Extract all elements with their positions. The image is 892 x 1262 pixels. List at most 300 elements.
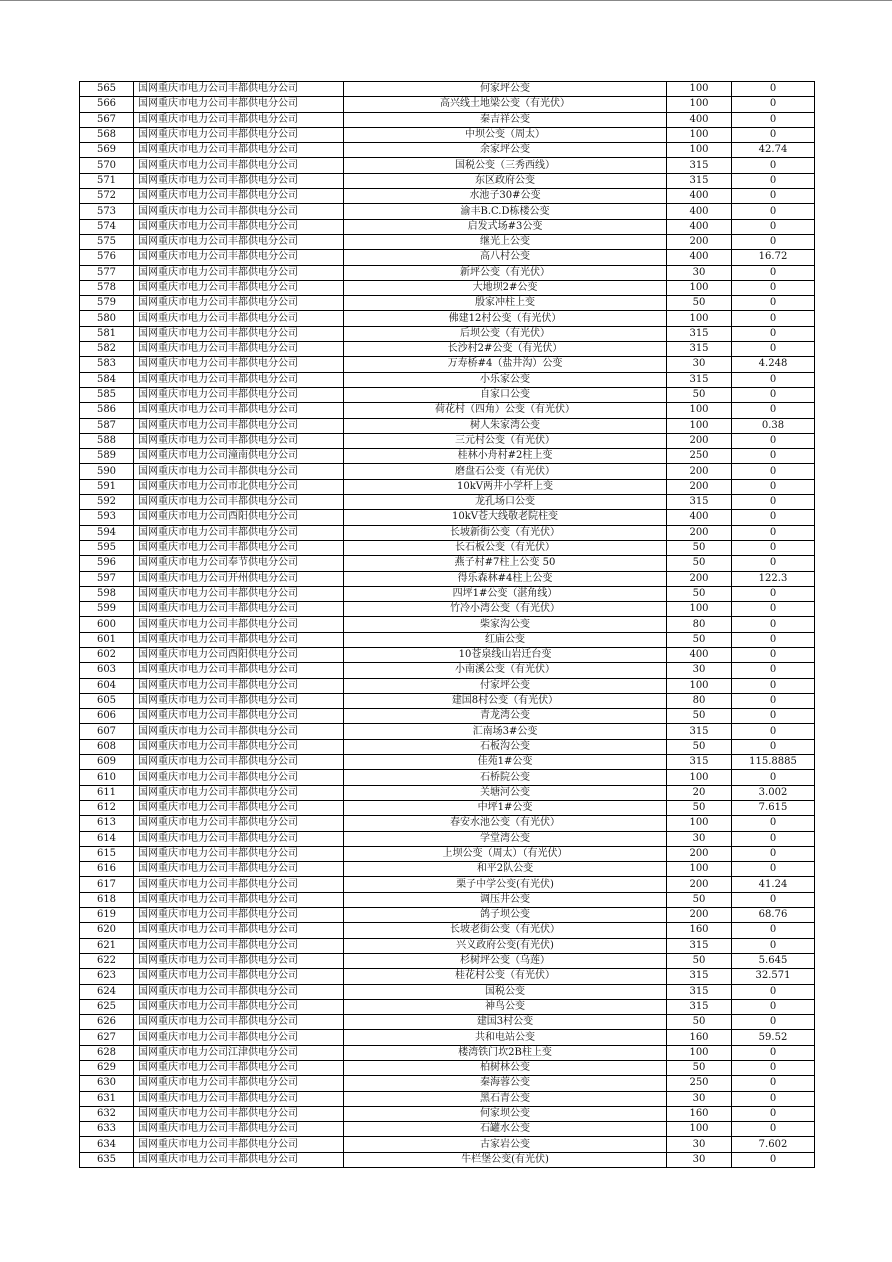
transformer-name-cell: 古家岩公变 bbox=[344, 1137, 667, 1152]
row-number-cell: 580 bbox=[80, 311, 134, 326]
transformer-name-cell: 长坡新街公变（有光伏） bbox=[344, 525, 667, 540]
value-cell: 0 bbox=[732, 433, 815, 448]
table-row bbox=[80, 112, 815, 127]
capacity-cell: 315 bbox=[667, 495, 732, 510]
table-row bbox=[80, 770, 815, 785]
transformer-name-cell: 余家坪公变 bbox=[344, 143, 667, 158]
company-cell: 国网重庆市电力公司丰都供电分公司 bbox=[134, 173, 344, 188]
table-row bbox=[80, 342, 815, 357]
company-cell: 国网重庆市电力公司丰都供电分公司 bbox=[134, 525, 344, 540]
row-number-cell: 626 bbox=[80, 1015, 134, 1030]
row-number-cell: 574 bbox=[80, 219, 134, 234]
row-number-cell: 568 bbox=[80, 127, 134, 142]
capacity-cell: 50 bbox=[667, 556, 732, 571]
value-cell: 0 bbox=[732, 556, 815, 571]
table-row bbox=[80, 495, 815, 510]
row-number-cell: 618 bbox=[80, 892, 134, 907]
row-number-cell: 585 bbox=[80, 387, 134, 402]
company-cell: 国网重庆市电力公司丰都供电分公司 bbox=[134, 724, 344, 739]
transformer-name-cell: 共和电站公变 bbox=[344, 1030, 667, 1045]
company-cell: 国网重庆市电力公司丰都供电分公司 bbox=[134, 877, 344, 892]
company-cell: 国网重庆市电力公司丰都供电分公司 bbox=[134, 1122, 344, 1137]
table-row bbox=[80, 525, 815, 540]
company-cell: 国网重庆市电力公司丰都供电分公司 bbox=[134, 464, 344, 479]
value-cell: 0 bbox=[732, 663, 815, 678]
company-cell: 国网重庆市电力公司丰都供电分公司 bbox=[134, 158, 344, 173]
value-cell: 0 bbox=[732, 984, 815, 999]
capacity-cell: 200 bbox=[667, 571, 732, 586]
company-cell: 国网重庆市电力公司丰都供电分公司 bbox=[134, 1061, 344, 1076]
row-number-cell: 635 bbox=[80, 1152, 134, 1167]
value-cell: 41.24 bbox=[732, 877, 815, 892]
transformer-name-cell: 小乐家公变 bbox=[344, 372, 667, 387]
table-row bbox=[80, 678, 815, 693]
transformer-name-cell: 石板沟公变 bbox=[344, 739, 667, 754]
value-cell: 0 bbox=[732, 831, 815, 846]
value-cell: 0 bbox=[732, 387, 815, 402]
company-cell: 国网重庆市电力公司丰都供电分公司 bbox=[134, 372, 344, 387]
capacity-cell: 100 bbox=[667, 602, 732, 617]
row-number-cell: 565 bbox=[80, 82, 134, 97]
capacity-cell: 315 bbox=[667, 724, 732, 739]
company-cell: 国网重庆市电力公司丰都供电分公司 bbox=[134, 219, 344, 234]
capacity-cell: 30 bbox=[667, 831, 732, 846]
transformer-name-cell: 何家坪公变 bbox=[344, 82, 667, 97]
value-cell: 0 bbox=[732, 617, 815, 632]
value-cell: 0 bbox=[732, 403, 815, 418]
row-number-cell: 593 bbox=[80, 510, 134, 525]
company-cell: 国网重庆市电力公司丰都供电分公司 bbox=[134, 1152, 344, 1167]
company-cell: 国网重庆市电力公司丰都供电分公司 bbox=[134, 357, 344, 372]
value-cell: 0 bbox=[732, 265, 815, 280]
value-cell: 0 bbox=[732, 525, 815, 540]
table-row bbox=[80, 189, 815, 204]
row-number-cell: 627 bbox=[80, 1030, 134, 1045]
table-row bbox=[80, 326, 815, 341]
company-cell: 国网重庆市电力公司丰都供电分公司 bbox=[134, 892, 344, 907]
transformer-name-cell: 水池子30#公变 bbox=[344, 189, 667, 204]
row-number-cell: 601 bbox=[80, 632, 134, 647]
company-cell: 国网重庆市电力公司丰都供电分公司 bbox=[134, 204, 344, 219]
capacity-cell: 100 bbox=[667, 143, 732, 158]
row-number-cell: 607 bbox=[80, 724, 134, 739]
row-number-cell: 609 bbox=[80, 755, 134, 770]
capacity-cell: 30 bbox=[667, 663, 732, 678]
table-row bbox=[80, 862, 815, 877]
value-cell: 0 bbox=[732, 862, 815, 877]
transformer-name-cell: 楼湾铁门坎2B柱上变 bbox=[344, 1045, 667, 1060]
row-number-cell: 619 bbox=[80, 908, 134, 923]
capacity-cell: 30 bbox=[667, 1152, 732, 1167]
table-row bbox=[80, 1106, 815, 1121]
table-row bbox=[80, 158, 815, 173]
row-number-cell: 605 bbox=[80, 693, 134, 708]
company-cell: 国网重庆市电力公司开州供电分公司 bbox=[134, 571, 344, 586]
value-cell: 0 bbox=[732, 296, 815, 311]
transformer-name-cell: 龙孔场口公变 bbox=[344, 495, 667, 510]
capacity-cell: 400 bbox=[667, 647, 732, 662]
value-cell: 0 bbox=[732, 158, 815, 173]
value-cell: 0 bbox=[732, 632, 815, 647]
table-row bbox=[80, 693, 815, 708]
value-cell: 0 bbox=[732, 999, 815, 1014]
value-cell: 7.615 bbox=[732, 800, 815, 815]
value-cell: 68.76 bbox=[732, 908, 815, 923]
row-number-cell: 629 bbox=[80, 1061, 134, 1076]
row-number-cell: 625 bbox=[80, 999, 134, 1014]
row-number-cell: 612 bbox=[80, 800, 134, 815]
table-row bbox=[80, 479, 815, 494]
table-row bbox=[80, 219, 815, 234]
value-cell: 0 bbox=[732, 219, 815, 234]
page-top-rule bbox=[0, 0, 892, 1]
company-cell: 国网重庆市电力公司丰都供电分公司 bbox=[134, 938, 344, 953]
company-cell: 国网重庆市电力公司酉阳供电分公司 bbox=[134, 510, 344, 525]
capacity-cell: 100 bbox=[667, 403, 732, 418]
company-cell: 国网重庆市电力公司丰都供电分公司 bbox=[134, 234, 344, 249]
capacity-cell: 315 bbox=[667, 372, 732, 387]
row-number-cell: 606 bbox=[80, 709, 134, 724]
capacity-cell: 100 bbox=[667, 127, 732, 142]
table-row bbox=[80, 984, 815, 999]
capacity-cell: 200 bbox=[667, 464, 732, 479]
table-row bbox=[80, 602, 815, 617]
row-number-cell: 623 bbox=[80, 969, 134, 984]
row-number-cell: 598 bbox=[80, 586, 134, 601]
capacity-cell: 100 bbox=[667, 770, 732, 785]
capacity-cell: 50 bbox=[667, 709, 732, 724]
transformer-name-cell: 建国8村公变（有光伏） bbox=[344, 693, 667, 708]
company-cell: 国网重庆市电力公司丰都供电分公司 bbox=[134, 189, 344, 204]
table-body bbox=[80, 82, 815, 1168]
company-cell: 国网重庆市电力公司丰都供电分公司 bbox=[134, 953, 344, 968]
table-row bbox=[80, 296, 815, 311]
table-row bbox=[80, 540, 815, 555]
table-row bbox=[80, 816, 815, 831]
row-number-cell: 608 bbox=[80, 739, 134, 754]
table-row bbox=[80, 311, 815, 326]
company-cell: 国网重庆市电力公司丰都供电分公司 bbox=[134, 326, 344, 341]
value-cell: 0 bbox=[732, 189, 815, 204]
table-row bbox=[80, 846, 815, 861]
row-number-cell: 624 bbox=[80, 984, 134, 999]
company-cell: 国网重庆市电力公司丰都供电分公司 bbox=[134, 387, 344, 402]
transformer-name-cell: 自家口公变 bbox=[344, 387, 667, 402]
value-cell: 4.248 bbox=[732, 357, 815, 372]
value-cell: 0 bbox=[732, 938, 815, 953]
transformer-name-cell: 新坪公变（有光伏） bbox=[344, 265, 667, 280]
row-number-cell: 577 bbox=[80, 265, 134, 280]
table-row bbox=[80, 372, 815, 387]
transformer-name-cell: 国税公变（三秀西线） bbox=[344, 158, 667, 173]
capacity-cell: 400 bbox=[667, 204, 732, 219]
company-cell: 国网重庆市电力公司丰都供电分公司 bbox=[134, 984, 344, 999]
company-cell: 国网重庆市电力公司潼南供电分公司 bbox=[134, 449, 344, 464]
company-cell: 国网重庆市电力公司丰都供电分公司 bbox=[134, 693, 344, 708]
table-row bbox=[80, 464, 815, 479]
row-number-cell: 597 bbox=[80, 571, 134, 586]
transformer-name-cell: 国税公变 bbox=[344, 984, 667, 999]
row-number-cell: 600 bbox=[80, 617, 134, 632]
company-cell: 国网重庆市电力公司丰都供电分公司 bbox=[134, 82, 344, 97]
capacity-cell: 30 bbox=[667, 265, 732, 280]
transformer-name-cell: 启发式场#3公变 bbox=[344, 219, 667, 234]
company-cell: 国网重庆市电力公司奉节供电分公司 bbox=[134, 556, 344, 571]
row-number-cell: 599 bbox=[80, 602, 134, 617]
table-row bbox=[80, 510, 815, 525]
row-number-cell: 584 bbox=[80, 372, 134, 387]
capacity-cell: 200 bbox=[667, 479, 732, 494]
table-row bbox=[80, 1122, 815, 1137]
table-row bbox=[80, 969, 815, 984]
capacity-cell: 50 bbox=[667, 387, 732, 402]
company-cell: 国网重庆市电力公司丰都供电分公司 bbox=[134, 999, 344, 1014]
company-cell: 国网重庆市电力公司丰都供电分公司 bbox=[134, 846, 344, 861]
row-number-cell: 617 bbox=[80, 877, 134, 892]
table-row bbox=[80, 709, 815, 724]
table-row bbox=[80, 739, 815, 754]
capacity-cell: 100 bbox=[667, 311, 732, 326]
value-cell: 0 bbox=[732, 846, 815, 861]
capacity-cell: 100 bbox=[667, 82, 732, 97]
company-cell: 国网重庆市电力公司丰都供电分公司 bbox=[134, 709, 344, 724]
row-number-cell: 613 bbox=[80, 816, 134, 831]
transformer-name-cell: 关塘河公变 bbox=[344, 785, 667, 800]
value-cell: 0 bbox=[732, 280, 815, 295]
value-cell: 0 bbox=[732, 97, 815, 112]
capacity-cell: 50 bbox=[667, 540, 732, 555]
company-cell: 国网重庆市电力公司丰都供电分公司 bbox=[134, 403, 344, 418]
row-number-cell: 569 bbox=[80, 143, 134, 158]
transformer-name-cell: 和平2队公变 bbox=[344, 862, 667, 877]
value-cell: 0 bbox=[732, 127, 815, 142]
row-number-cell: 610 bbox=[80, 770, 134, 785]
value-cell: 0 bbox=[732, 1045, 815, 1060]
value-cell: 0 bbox=[732, 82, 815, 97]
table-row bbox=[80, 908, 815, 923]
transformer-name-cell: 桂花村公变（有光伏） bbox=[344, 969, 667, 984]
value-cell: 16.72 bbox=[732, 250, 815, 265]
row-number-cell: 594 bbox=[80, 525, 134, 540]
transformer-name-cell: 神鸟公变 bbox=[344, 999, 667, 1014]
company-cell: 国网重庆市电力公司丰都供电分公司 bbox=[134, 342, 344, 357]
transformer-name-cell: 竹冷小湾公变（有光伏） bbox=[344, 602, 667, 617]
transformer-name-cell: 渝丰B.C.D栋楼公变 bbox=[344, 204, 667, 219]
row-number-cell: 573 bbox=[80, 204, 134, 219]
row-number-cell: 566 bbox=[80, 97, 134, 112]
table-row bbox=[80, 387, 815, 402]
capacity-cell: 200 bbox=[667, 433, 732, 448]
transformer-name-cell: 树人朱家湾公变 bbox=[344, 418, 667, 433]
capacity-cell: 400 bbox=[667, 112, 732, 127]
transformer-name-cell: 春安水池公变（有光伏） bbox=[344, 816, 667, 831]
row-number-cell: 592 bbox=[80, 495, 134, 510]
transformer-name-cell: 燕子村#7柱上公变 50 bbox=[344, 556, 667, 571]
table-row bbox=[80, 785, 815, 800]
table-row bbox=[80, 449, 815, 464]
table-row bbox=[80, 250, 815, 265]
capacity-cell: 50 bbox=[667, 296, 732, 311]
company-cell: 国网重庆市电力公司市北供电分公司 bbox=[134, 479, 344, 494]
transformer-name-cell: 何家坝公变 bbox=[344, 1106, 667, 1121]
row-number-cell: 587 bbox=[80, 418, 134, 433]
table-row bbox=[80, 571, 815, 586]
transformer-name-cell: 殷家冲柱上变 bbox=[344, 296, 667, 311]
capacity-cell: 400 bbox=[667, 219, 732, 234]
capacity-cell: 250 bbox=[667, 449, 732, 464]
capacity-cell: 200 bbox=[667, 234, 732, 249]
table-row bbox=[80, 556, 815, 571]
table-row bbox=[80, 127, 815, 142]
table-row bbox=[80, 1015, 815, 1030]
capacity-cell: 30 bbox=[667, 357, 732, 372]
row-number-cell: 582 bbox=[80, 342, 134, 357]
value-cell: 0 bbox=[732, 816, 815, 831]
capacity-cell: 315 bbox=[667, 999, 732, 1014]
transformer-name-cell: 长石板公变（有光伏） bbox=[344, 540, 667, 555]
value-cell: 5.645 bbox=[732, 953, 815, 968]
transformer-name-cell: 中坝公变（周太） bbox=[344, 127, 667, 142]
capacity-cell: 400 bbox=[667, 189, 732, 204]
capacity-cell: 100 bbox=[667, 678, 732, 693]
company-cell: 国网重庆市电力公司丰都供电分公司 bbox=[134, 632, 344, 647]
transformer-name-cell: 石桥院公变 bbox=[344, 770, 667, 785]
transformer-name-cell: 长坡老街公变（有光伏） bbox=[344, 923, 667, 938]
transformer-name-cell: 小南溪公变（有光伏） bbox=[344, 663, 667, 678]
company-cell: 国网重庆市电力公司丰都供电分公司 bbox=[134, 1015, 344, 1030]
transformer-name-cell: 兴义政府公变(有光伏) bbox=[344, 938, 667, 953]
value-cell: 0 bbox=[732, 464, 815, 479]
transformer-name-cell: 得乐森林#4柱上公变 bbox=[344, 571, 667, 586]
capacity-cell: 200 bbox=[667, 846, 732, 861]
table-row bbox=[80, 632, 815, 647]
value-cell: 0 bbox=[732, 1015, 815, 1030]
value-cell: 7.602 bbox=[732, 1137, 815, 1152]
capacity-cell: 50 bbox=[667, 632, 732, 647]
company-cell: 国网重庆市电力公司丰都供电分公司 bbox=[134, 739, 344, 754]
capacity-cell: 50 bbox=[667, 739, 732, 754]
value-cell: 0 bbox=[732, 173, 815, 188]
table-row bbox=[80, 265, 815, 280]
value-cell: 0 bbox=[732, 495, 815, 510]
capacity-cell: 100 bbox=[667, 862, 732, 877]
company-cell: 国网重庆市电力公司丰都供电分公司 bbox=[134, 908, 344, 923]
transformer-name-cell: 学堂湾公变 bbox=[344, 831, 667, 846]
value-cell: 0 bbox=[732, 540, 815, 555]
company-cell: 国网重庆市电力公司丰都供电分公司 bbox=[134, 785, 344, 800]
row-number-cell: 603 bbox=[80, 663, 134, 678]
transformer-name-cell: 汇南场3#公变 bbox=[344, 724, 667, 739]
value-cell: 3.002 bbox=[732, 785, 815, 800]
table-row bbox=[80, 999, 815, 1014]
capacity-cell: 400 bbox=[667, 510, 732, 525]
capacity-cell: 315 bbox=[667, 158, 732, 173]
value-cell: 0 bbox=[732, 892, 815, 907]
value-cell: 0 bbox=[732, 1091, 815, 1106]
value-cell: 0 bbox=[732, 510, 815, 525]
value-cell: 0 bbox=[732, 112, 815, 127]
transformer-name-cell: 10kV苍大线敬老院柱变 bbox=[344, 510, 667, 525]
company-cell: 国网重庆市电力公司酉阳供电分公司 bbox=[134, 647, 344, 662]
row-number-cell: 583 bbox=[80, 357, 134, 372]
table-row bbox=[80, 938, 815, 953]
transformer-name-cell: 后坝公变（有光伏） bbox=[344, 326, 667, 341]
transformer-name-cell: 10kV两井小学杆上变 bbox=[344, 479, 667, 494]
transformer-name-cell: 桂林小舟村#2柱上变 bbox=[344, 449, 667, 464]
capacity-cell: 250 bbox=[667, 1076, 732, 1091]
capacity-cell: 100 bbox=[667, 816, 732, 831]
row-number-cell: 622 bbox=[80, 953, 134, 968]
row-number-cell: 590 bbox=[80, 464, 134, 479]
table-row bbox=[80, 892, 815, 907]
table-row bbox=[80, 173, 815, 188]
transformer-name-cell: 石罐水公变 bbox=[344, 1122, 667, 1137]
value-cell: 0 bbox=[732, 586, 815, 601]
transformer-name-cell: 佛建12村公变（有光伏） bbox=[344, 311, 667, 326]
value-cell: 0 bbox=[732, 342, 815, 357]
table-row bbox=[80, 280, 815, 295]
company-cell: 国网重庆市电力公司丰都供电分公司 bbox=[134, 602, 344, 617]
capacity-cell: 100 bbox=[667, 280, 732, 295]
capacity-cell: 160 bbox=[667, 1030, 732, 1045]
company-cell: 国网重庆市电力公司丰都供电分公司 bbox=[134, 1137, 344, 1152]
value-cell: 0 bbox=[732, 326, 815, 341]
row-number-cell: 633 bbox=[80, 1122, 134, 1137]
capacity-cell: 50 bbox=[667, 586, 732, 601]
value-cell: 32.571 bbox=[732, 969, 815, 984]
row-number-cell: 634 bbox=[80, 1137, 134, 1152]
table-row bbox=[80, 617, 815, 632]
transformer-name-cell: 建国3村公变 bbox=[344, 1015, 667, 1030]
row-number-cell: 567 bbox=[80, 112, 134, 127]
value-cell: 0 bbox=[732, 923, 815, 938]
capacity-cell: 200 bbox=[667, 908, 732, 923]
capacity-cell: 50 bbox=[667, 953, 732, 968]
company-cell: 国网重庆市电力公司丰都供电分公司 bbox=[134, 663, 344, 678]
value-cell: 59.52 bbox=[732, 1030, 815, 1045]
capacity-cell: 20 bbox=[667, 785, 732, 800]
value-cell: 0.38 bbox=[732, 418, 815, 433]
company-cell: 国网重庆市电力公司丰都供电分公司 bbox=[134, 495, 344, 510]
capacity-cell: 50 bbox=[667, 892, 732, 907]
capacity-cell: 100 bbox=[667, 1045, 732, 1060]
table-row bbox=[80, 1076, 815, 1091]
company-cell: 国网重庆市电力公司丰都供电分公司 bbox=[134, 800, 344, 815]
capacity-cell: 100 bbox=[667, 1122, 732, 1137]
transformer-name-cell: 大地坝2#公变 bbox=[344, 280, 667, 295]
table-row bbox=[80, 1030, 815, 1045]
row-number-cell: 571 bbox=[80, 173, 134, 188]
transformer-name-cell: 磨盘石公变（有光伏） bbox=[344, 464, 667, 479]
transformer-name-cell: 红庙公变 bbox=[344, 632, 667, 647]
transformer-name-cell: 杉树坪公变（乌莲） bbox=[344, 953, 667, 968]
row-number-cell: 588 bbox=[80, 433, 134, 448]
company-cell: 国网重庆市电力公司丰都供电分公司 bbox=[134, 265, 344, 280]
value-cell: 122.3 bbox=[732, 571, 815, 586]
table-row bbox=[80, 1045, 815, 1060]
transformer-name-cell: 秦吉祥公变 bbox=[344, 112, 667, 127]
table-row bbox=[80, 647, 815, 662]
table-row bbox=[80, 403, 815, 418]
transformer-name-cell: 10苍泉线山岩迁台变 bbox=[344, 647, 667, 662]
table-row bbox=[80, 663, 815, 678]
row-number-cell: 620 bbox=[80, 923, 134, 938]
transformer-name-cell: 东区政府公变 bbox=[344, 173, 667, 188]
transformer-name-cell: 三元村公变（有光伏） bbox=[344, 433, 667, 448]
company-cell: 国网重庆市电力公司丰都供电分公司 bbox=[134, 540, 344, 555]
transformer-name-cell: 继光上公变 bbox=[344, 234, 667, 249]
row-number-cell: 575 bbox=[80, 234, 134, 249]
